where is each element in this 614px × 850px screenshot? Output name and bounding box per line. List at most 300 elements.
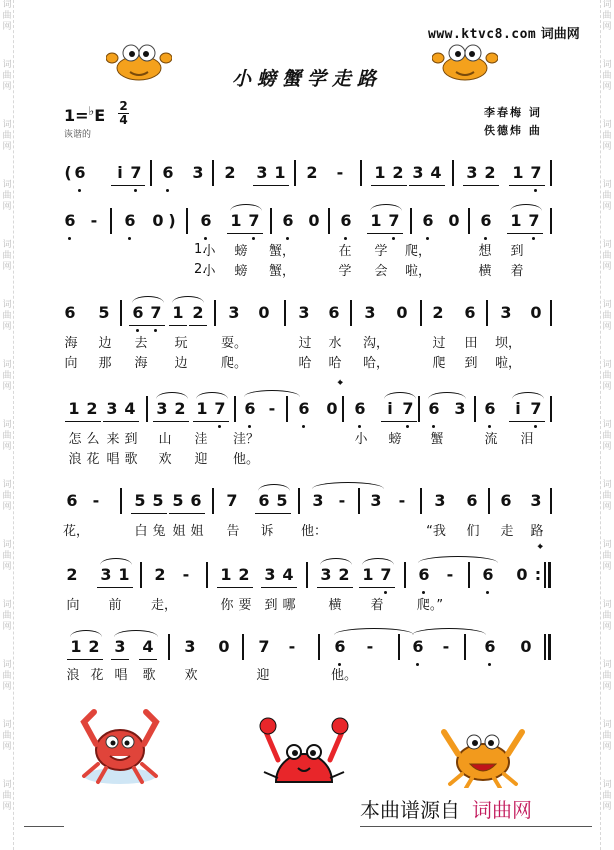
lyric: 螃 <box>234 244 248 259</box>
watermark-group <box>1 0 13 33</box>
bar-line <box>140 562 142 588</box>
note: 7 <box>128 162 144 184</box>
note: 6 <box>296 398 312 420</box>
note: 6 <box>242 398 258 420</box>
note: 6 <box>480 564 496 586</box>
lyric: 花， <box>62 524 89 539</box>
lyric: 泪 <box>520 432 534 447</box>
watermark-char: 网 <box>2 442 12 452</box>
note: 2 <box>190 302 206 324</box>
slur-mark <box>258 484 290 491</box>
note: 3 <box>530 491 542 510</box>
note: 3 <box>312 491 324 510</box>
note: 1 <box>194 398 210 420</box>
watermark-char: 网 <box>602 202 612 212</box>
lyric: 你 <box>220 598 234 613</box>
bar-line <box>150 160 152 186</box>
bar-line <box>452 160 454 186</box>
lyric: 姐 <box>172 524 186 539</box>
note: 4 <box>140 636 156 658</box>
note: 6 <box>466 491 478 510</box>
watermark-char: 网 <box>602 22 612 32</box>
watermark-char: 网 <box>602 262 612 272</box>
watermark-char: 词 <box>602 60 612 70</box>
lyric: 洼？ <box>232 432 259 447</box>
lyric: 哈 <box>328 356 342 371</box>
meter-bottom: 4 <box>119 113 128 127</box>
watermark-char: 曲 <box>602 491 612 501</box>
note: 3 <box>298 303 310 322</box>
note: - <box>446 565 454 584</box>
watermark-char: 词 <box>602 300 612 310</box>
watermark-char: 曲 <box>602 11 612 21</box>
note: 6 <box>188 490 204 512</box>
note: 3 <box>192 163 204 182</box>
note: 3 <box>104 398 120 420</box>
note: i <box>112 162 128 184</box>
watermark-char: 词 <box>2 60 12 70</box>
lyric: 歌 <box>124 452 138 467</box>
tie-mark <box>244 390 300 397</box>
note: 6 <box>62 210 78 232</box>
watermark-char: 网 <box>2 562 12 572</box>
lyric: 田 <box>464 336 478 351</box>
note: 3 <box>98 564 114 586</box>
score-row-6 <box>0 564 614 594</box>
note: 4 <box>428 162 444 184</box>
watermark-char: 曲 <box>602 71 612 81</box>
bar-line <box>418 396 420 422</box>
lyrics-row-6 <box>0 594 614 612</box>
lyric: 哈 <box>298 356 312 371</box>
bar-line <box>186 208 188 234</box>
bar-line <box>550 160 552 186</box>
note: 4 <box>280 564 296 586</box>
bar-line <box>398 634 400 660</box>
lyrics-row-2-verse-2 <box>0 260 614 278</box>
score-row-5 <box>0 490 614 520</box>
key-prefix: 1= <box>64 106 89 125</box>
lyric: 花 <box>86 452 100 467</box>
watermark-char: 曲 <box>602 671 612 681</box>
note: 0 <box>516 565 528 584</box>
bar-line <box>286 396 288 422</box>
note: 1 <box>508 210 524 232</box>
note: 7 <box>528 398 544 420</box>
watermark-char: 网 <box>2 622 12 632</box>
tie-mark <box>334 628 414 635</box>
watermark-char: 网 <box>602 142 612 152</box>
watermark-char: 网 <box>602 502 612 512</box>
lyric: 白 <box>134 524 148 539</box>
note: 5 <box>274 490 290 512</box>
paren-open: ( <box>64 163 72 182</box>
note: 1 <box>510 162 526 184</box>
lyric: 唱 <box>114 668 128 683</box>
lyric: 玩 <box>174 336 188 351</box>
watermark-char: 网 <box>602 802 612 812</box>
watermark-char: 网 <box>602 742 612 752</box>
watermark-group <box>1 780 13 813</box>
note: 1 <box>372 162 388 184</box>
lyrics-row-4-verse-2 <box>0 448 614 466</box>
note: 7 <box>148 302 164 324</box>
note: 6 <box>130 302 146 324</box>
note: 1 <box>272 162 288 184</box>
bar-line <box>550 396 552 422</box>
lyric: 那 <box>98 356 112 371</box>
note: 3 <box>454 399 466 418</box>
lyric: 蟹 <box>430 432 444 447</box>
watermark-char: 曲 <box>2 11 12 21</box>
lyric: 边 <box>174 356 188 371</box>
watermark-char: 词 <box>2 360 12 370</box>
bar-line <box>234 396 236 422</box>
note: 1 <box>368 210 384 232</box>
lyric: 海 <box>134 356 148 371</box>
lyric: 啦， <box>494 356 521 371</box>
watermark-char: 曲 <box>2 791 12 801</box>
watermark-group <box>601 780 613 813</box>
note: 0 <box>152 211 164 230</box>
slur-mark <box>156 392 188 399</box>
lyric: 横 <box>478 264 492 279</box>
watermark-char: 词 <box>2 120 12 130</box>
watermark-char: 词 <box>602 360 612 370</box>
note: 2 <box>66 565 78 584</box>
lyric: 他。 <box>330 668 357 683</box>
watermark-char: 曲 <box>2 431 12 441</box>
watermark-char: 词 <box>602 120 612 130</box>
time-signature <box>118 100 129 127</box>
lyric: 在 <box>338 244 352 259</box>
lyrics-row-4-verse-1 <box>0 428 614 446</box>
lyric: 兔 <box>152 524 166 539</box>
lyric: 花 <box>90 668 104 683</box>
watermark-char: 网 <box>2 262 12 272</box>
lyric: 前 <box>108 598 122 613</box>
watermark-char: 网 <box>2 82 12 92</box>
watermark-char: 网 <box>602 682 612 692</box>
slur-mark <box>320 558 352 565</box>
lyric: 爬。 <box>220 356 247 371</box>
watermark-char: 词 <box>602 540 612 550</box>
watermark-char: 曲 <box>2 191 12 201</box>
slur-mark <box>512 392 544 399</box>
watermark-char: 网 <box>2 802 12 812</box>
lyric: 蟹， <box>268 244 295 259</box>
watermark-char: 词 <box>602 720 612 730</box>
watermark-char: 网 <box>2 682 12 692</box>
note: 2 <box>154 565 166 584</box>
bar-line <box>358 488 360 514</box>
note: - <box>90 211 98 230</box>
note: 3 <box>410 162 426 184</box>
watermark-char: 词 <box>2 660 12 670</box>
note: 6 <box>500 491 512 510</box>
lyrics-row-2-verse-1 <box>0 240 614 258</box>
note: 5 <box>150 490 166 512</box>
lyric: 向 <box>66 598 80 613</box>
watermark-char: 曲 <box>602 611 612 621</box>
note: 0 <box>530 303 542 322</box>
note: 0 <box>326 399 338 418</box>
bar-line <box>306 562 308 588</box>
footer-rule-left <box>24 826 64 827</box>
lyric: 向 <box>64 356 78 371</box>
note: - <box>336 163 344 182</box>
slur-mark <box>510 204 542 211</box>
watermark-group <box>601 720 613 753</box>
lyric: 横 <box>328 598 342 613</box>
watermark-char: 词 <box>2 300 12 310</box>
song-title: 小螃蟹学走路 <box>231 68 382 90</box>
watermark-char: 曲 <box>2 551 12 561</box>
note: 1 <box>228 210 244 232</box>
lyric: 山 <box>158 432 172 447</box>
watermark-char: 网 <box>2 202 12 212</box>
lyric: 学 <box>374 244 388 259</box>
bar-line <box>270 208 272 234</box>
note: 7 <box>226 491 238 510</box>
bar-line <box>350 300 352 326</box>
bar-line <box>488 488 490 514</box>
lyric: 水 <box>328 336 342 351</box>
lyric: 螃 <box>234 264 248 279</box>
slur-mark <box>196 392 228 399</box>
note: 6 <box>160 162 176 184</box>
lyric: 诉 <box>260 524 274 539</box>
lyrics-row-3-verse-2 <box>0 352 614 370</box>
watermark-char: 网 <box>602 382 612 392</box>
note: 2 <box>84 398 100 420</box>
lyric: 迎 <box>256 668 270 683</box>
verse-number: 2. <box>194 262 207 277</box>
watermark-group <box>1 120 13 153</box>
bar-line <box>474 396 476 422</box>
note: 1 <box>170 302 186 324</box>
lyric: 蟹， <box>268 264 295 279</box>
watermark-group <box>1 720 13 753</box>
footer-brand-link[interactable]: 词曲网 <box>472 798 532 822</box>
note: 4 <box>122 398 138 420</box>
note: 2 <box>86 636 102 658</box>
bar-line <box>544 634 546 660</box>
note: 7 <box>246 210 262 232</box>
lyric: 走， <box>150 598 177 613</box>
note: 6 <box>198 210 214 232</box>
watermark-group <box>601 0 613 33</box>
note: 5 <box>170 490 186 512</box>
note: 7 <box>400 398 416 420</box>
watermark-char: 网 <box>2 142 12 152</box>
note: 6 <box>122 210 138 232</box>
note: - <box>338 491 346 510</box>
flat-sign: ♭ <box>88 104 95 118</box>
watermark-char: 词 <box>602 660 612 670</box>
note: - <box>92 491 100 510</box>
watermark-char: 曲 <box>602 551 612 561</box>
lyric: 他。 <box>232 452 259 467</box>
key-letter: E <box>94 106 106 125</box>
watermark-group <box>601 120 613 153</box>
slur-mark <box>172 296 204 303</box>
lyric: 学 <box>338 264 352 279</box>
note: 3 <box>112 636 128 658</box>
site-url[interactable]: www.ktvc8.com <box>428 27 537 42</box>
note: 7 <box>212 398 228 420</box>
lyric: 小 <box>202 244 216 259</box>
bar-line <box>328 208 330 234</box>
score-row-4 <box>0 398 614 428</box>
lyric: 到 <box>124 432 138 447</box>
watermark-char: 曲 <box>602 431 612 441</box>
note: 6 <box>482 398 498 420</box>
slur-mark <box>114 630 158 637</box>
paren-close: ) <box>168 211 176 230</box>
lyric: 欢 <box>158 452 172 467</box>
slur-mark <box>132 296 164 303</box>
note: 7 <box>528 162 544 184</box>
tie-mark <box>312 482 384 489</box>
watermark-char: 曲 <box>2 251 12 261</box>
note: 5 <box>132 490 148 512</box>
slur-mark <box>230 204 262 211</box>
site-header <box>428 23 580 42</box>
note: 6 <box>332 636 348 658</box>
watermark-char: 曲 <box>2 611 12 621</box>
note: 1 <box>218 564 234 586</box>
watermark-char: 词 <box>602 180 612 190</box>
watermark-char: 词 <box>2 540 12 550</box>
lyric: 们 <box>466 524 480 539</box>
watermark-char: 词 <box>602 600 612 610</box>
watermark-char: 词 <box>2 420 12 430</box>
lyric: 沟， <box>362 336 389 351</box>
note: 3 <box>500 303 512 322</box>
note: 6 <box>280 210 296 232</box>
note: 3 <box>154 398 170 420</box>
lyric: 过 <box>298 336 312 351</box>
site-name[interactable]: 词曲网 <box>540 27 580 42</box>
lyric: 他： <box>300 524 327 539</box>
bar-line <box>404 562 406 588</box>
note: 2 <box>390 162 406 184</box>
lyric: 迎 <box>194 452 208 467</box>
note: - <box>182 565 190 584</box>
note: 3 <box>262 564 278 586</box>
watermark-char: 网 <box>2 382 12 392</box>
bar-line <box>284 300 286 326</box>
note: 0 <box>308 211 320 230</box>
repeat-bar-line <box>548 562 551 588</box>
watermark-char: 曲 <box>2 71 12 81</box>
note: 7 <box>258 637 270 656</box>
note: 6 <box>66 491 78 510</box>
watermark-char: 曲 <box>2 131 12 141</box>
note: - <box>268 399 276 418</box>
note: 2 <box>172 398 188 420</box>
lyric: 歌 <box>142 668 156 683</box>
final-bar-line <box>548 634 551 660</box>
watermark-char: 词 <box>2 600 12 610</box>
lyric: 爬。” <box>416 598 444 613</box>
lyric: 洼 <box>194 432 208 447</box>
lyric: 过 <box>432 336 446 351</box>
note: 5 <box>98 303 110 322</box>
watermark-char: 网 <box>602 82 612 92</box>
key-signature <box>64 104 105 125</box>
composer-credit: 佚德炜 曲 <box>484 124 542 137</box>
bar-line <box>464 634 466 660</box>
lyric: 怎 <box>68 432 82 447</box>
lyric: 着 <box>370 598 384 613</box>
score-row-3 <box>0 302 614 332</box>
watermark-char: 曲 <box>602 131 612 141</box>
crab-illustration-bottom-center <box>258 712 350 788</box>
note: i <box>510 398 526 420</box>
lyric: 海 <box>64 336 78 351</box>
bar-line <box>214 300 216 326</box>
note: 6 <box>420 210 436 232</box>
watermark-char: 曲 <box>602 731 612 741</box>
lyric: 哪 <box>282 598 296 613</box>
note: 0 <box>520 637 532 656</box>
coda-sign: 𝄌 <box>538 542 543 557</box>
bar-line <box>110 208 112 234</box>
note: 2 <box>236 564 252 586</box>
note: 1 <box>360 564 376 586</box>
note: 3 <box>318 564 334 586</box>
bar-line <box>420 488 422 514</box>
lyric: 路 <box>530 524 544 539</box>
watermark-char: 词 <box>602 480 612 490</box>
note: 0 <box>396 303 408 322</box>
bar-line <box>550 300 552 326</box>
bar-line <box>550 208 552 234</box>
lyric: 小 <box>202 264 216 279</box>
slur-mark <box>362 558 394 565</box>
note: 2 <box>432 303 444 322</box>
watermark-char: 网 <box>2 742 12 752</box>
watermark-char: 词 <box>602 240 612 250</box>
lyric: 浪 <box>66 668 80 683</box>
lyric: 哈， <box>362 356 389 371</box>
watermark-char: 词 <box>602 420 612 430</box>
note: 0 <box>258 303 270 322</box>
note: 1 <box>66 398 82 420</box>
slur-mark <box>70 630 102 637</box>
slur-mark <box>370 204 402 211</box>
bar-line <box>550 488 552 514</box>
lyric: 去 <box>134 336 148 351</box>
score-row-2 <box>0 210 614 240</box>
note: 6 <box>426 398 442 420</box>
note: 1 <box>116 564 132 586</box>
note: 2 <box>306 163 318 182</box>
bar-line <box>120 300 122 326</box>
bar-line <box>486 300 488 326</box>
watermark-char: 词 <box>602 0 612 10</box>
lyric: 走 <box>500 524 514 539</box>
note: 2 <box>224 163 236 182</box>
note: 3 <box>464 162 480 184</box>
note: - <box>288 637 296 656</box>
note: - <box>398 491 406 510</box>
watermark-char: 词 <box>2 780 12 790</box>
repeat-dots: : <box>534 565 542 584</box>
bar-line <box>410 208 412 234</box>
